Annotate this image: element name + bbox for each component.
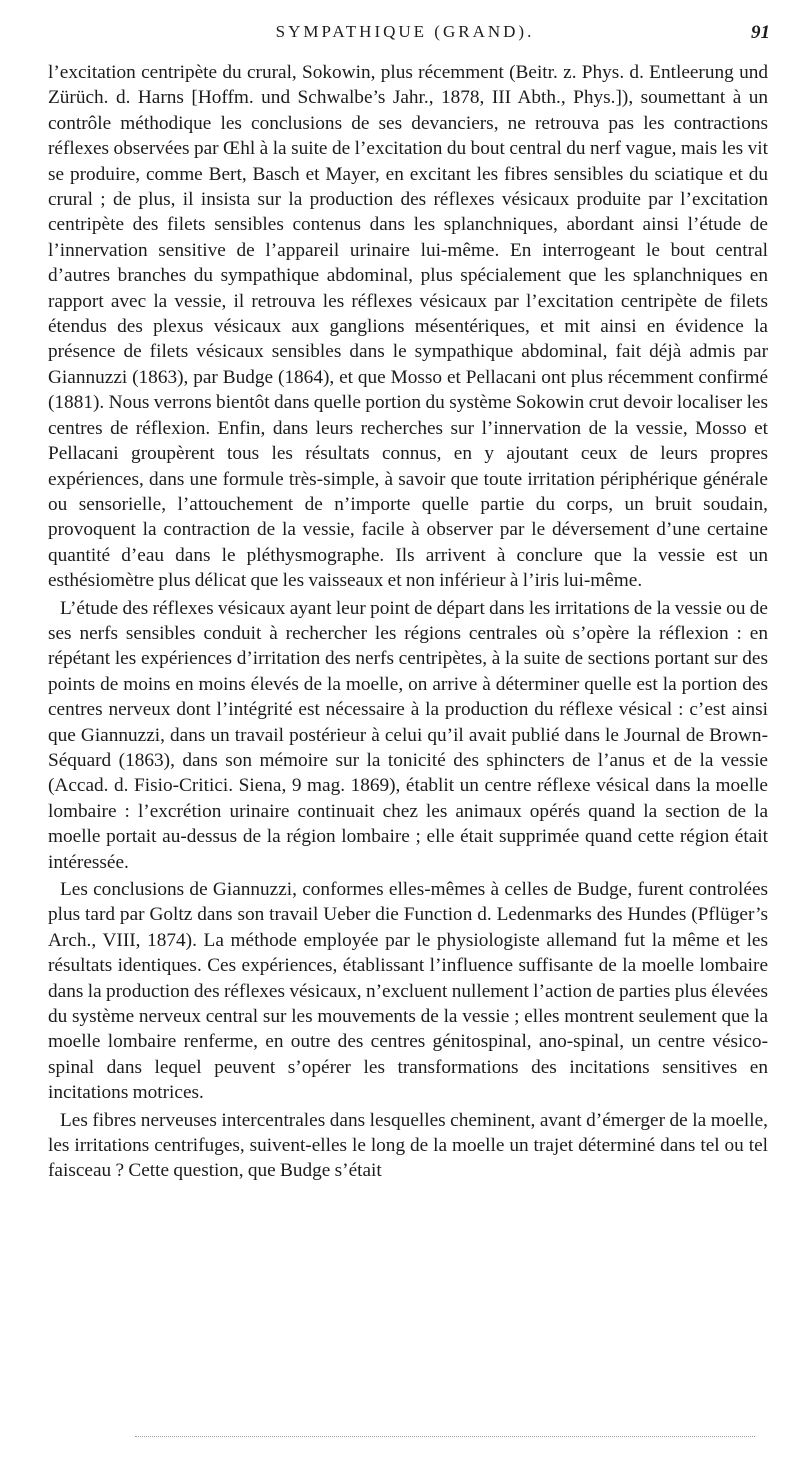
- body-text: [48, 60, 768, 1184]
- paragraph: Les fibres nerveuses intercentrales dans lesquelles cheminent, avant d’émerger de la moelle, les irritations centrifuges, suivent-elles le long de la moelle un trajet déterminé dans tel ou tel faisceau ? Cette question, que Budge s’était: [48, 1109, 768, 1182]
- paragraph: l’excitation centripète du crural, Sokowin, plus récemment (Beitr. z. Phys. d. Entleerung und Zürüch. d. Harns [Hoffm. und Schwalbe’s Jahr., 1878, III Abth., Phys.]), soumettant à un contrôle méthodique les conclusions de ses devanciers, ne retrouva pas les contractions réflexes observées par Œhl à la suite de l’excitation du bout central du nerf vague, mais les vit se produire, comme Bert, Basch et Mayer, en excitant les fibres sensibles du sciatique et du crural ; de plus, il insista sur la production des réflexes vésicaux produite par l’excitation centripète des filets sensibles contenus dans les splanchniques, abordant ainsi l’étude de l’innervation sensitive de l’appareil urinaire lui-même. En interrogeant le bout central d’autres branches du sympathique abdominal, plus spécialement que les splanchniques en rapport avec la vessie, il retrouva les réflexes vésicaux par l’excitation centripète de filets étendus des plexus vésicaux aux ganglions mésentériques, et mit ainsi en évidence la présence de filets vésicaux sensibles dans le sympathique abdominal, fait déjà admis par Giannuzzi (1863), par Budge (1864), et que Mosso et Pellacani ont plus récemment confirmé (1881). Nous verrons bientôt dans quelle portion du système Sokowin crut devoir localiser les centres de réflexion. Enfin, dans leurs recherches sur l’innervation de la vessie, Mosso et Pellacani groupèrent tous les résultats connus, en y ajoutant ceux de leurs propres expériences, dans une formule très-simple, à savoir que toute irritation périphérique générale ou sensorielle, l’attouchement de n’importe quelle partie du corps, un bruit soudain, provoquent la contraction de la vessie, facile à observer par le déversement d’une certaine quantité d’eau dans le pléthysmographe. Ils arrivent à conclure que la vessie est un esthésiomètre plus délicat que les vaisseaux et non inférieur à l’iris lui-même.: [48, 62, 768, 592]
- footer-rule: [135, 1436, 755, 1437]
- paragraph: L’étude des réflexes vésicaux ayant leur point de départ dans les irritations de la vessie ou de ses nerfs sensibles conduit à rechercher les régions centrales où s’opère la réflexion : en répétant les expériences d’irritation des nerfs centripètes, à la suite de sections portant sur des points de moins en moins élevés de la moelle, on arrive à déterminer quelle est la portion des centres nerveux dont l’intégrité est nécessaire à la production du réflexe vésical : c’est ainsi que Giannuzzi, dans un travail postérieur à celui qu’il avait publié dans le Journal de Brown-Séquard (1863), dans son mémoire sur la tonicité des sphincters de l’anus et de la vessie (Accad. d. Fisio-Critici. Siena, 9 mag. 1869), établit un centre réflexe vésical dans la moelle lombaire : l’excrétion urinaire continuait chez les animaux opérés quand la section de la moelle portait au-dessus de la région lombaire ; elle était supprimée quand cette région était intéressée.: [48, 597, 768, 873]
- page-number: 91: [751, 22, 770, 43]
- running-title: SYMPATHIQUE (GRAND).: [275, 22, 535, 41]
- paragraph: Les conclusions de Giannuzzi, conformes elles-mêmes à celles de Budge, furent controlées plus tard par Goltz dans son travail Ueber die Function d. Ledenmarks des Hundes (Pflüger’s Arch., VIII, 1874). La méthode employée par le physiologiste allemand fut la même et les résultats identiques. Ces expériences, établissant l’influence suffisante de la moelle lombaire dans la production des réflexes vésicaux, n’excluent nullement l’action de parties plus élevées du système nerveux central sur les mouvements de la vessie ; elles montrent seulement que la moelle lombaire renferme, en outre des centres génitospinal, ano-spinal, un centre vésico-spinal dans lequel peuvent s’opérer les transformations des incitations sensitives en incitations motrices.: [48, 879, 768, 1104]
- page-header: [40, 22, 770, 48]
